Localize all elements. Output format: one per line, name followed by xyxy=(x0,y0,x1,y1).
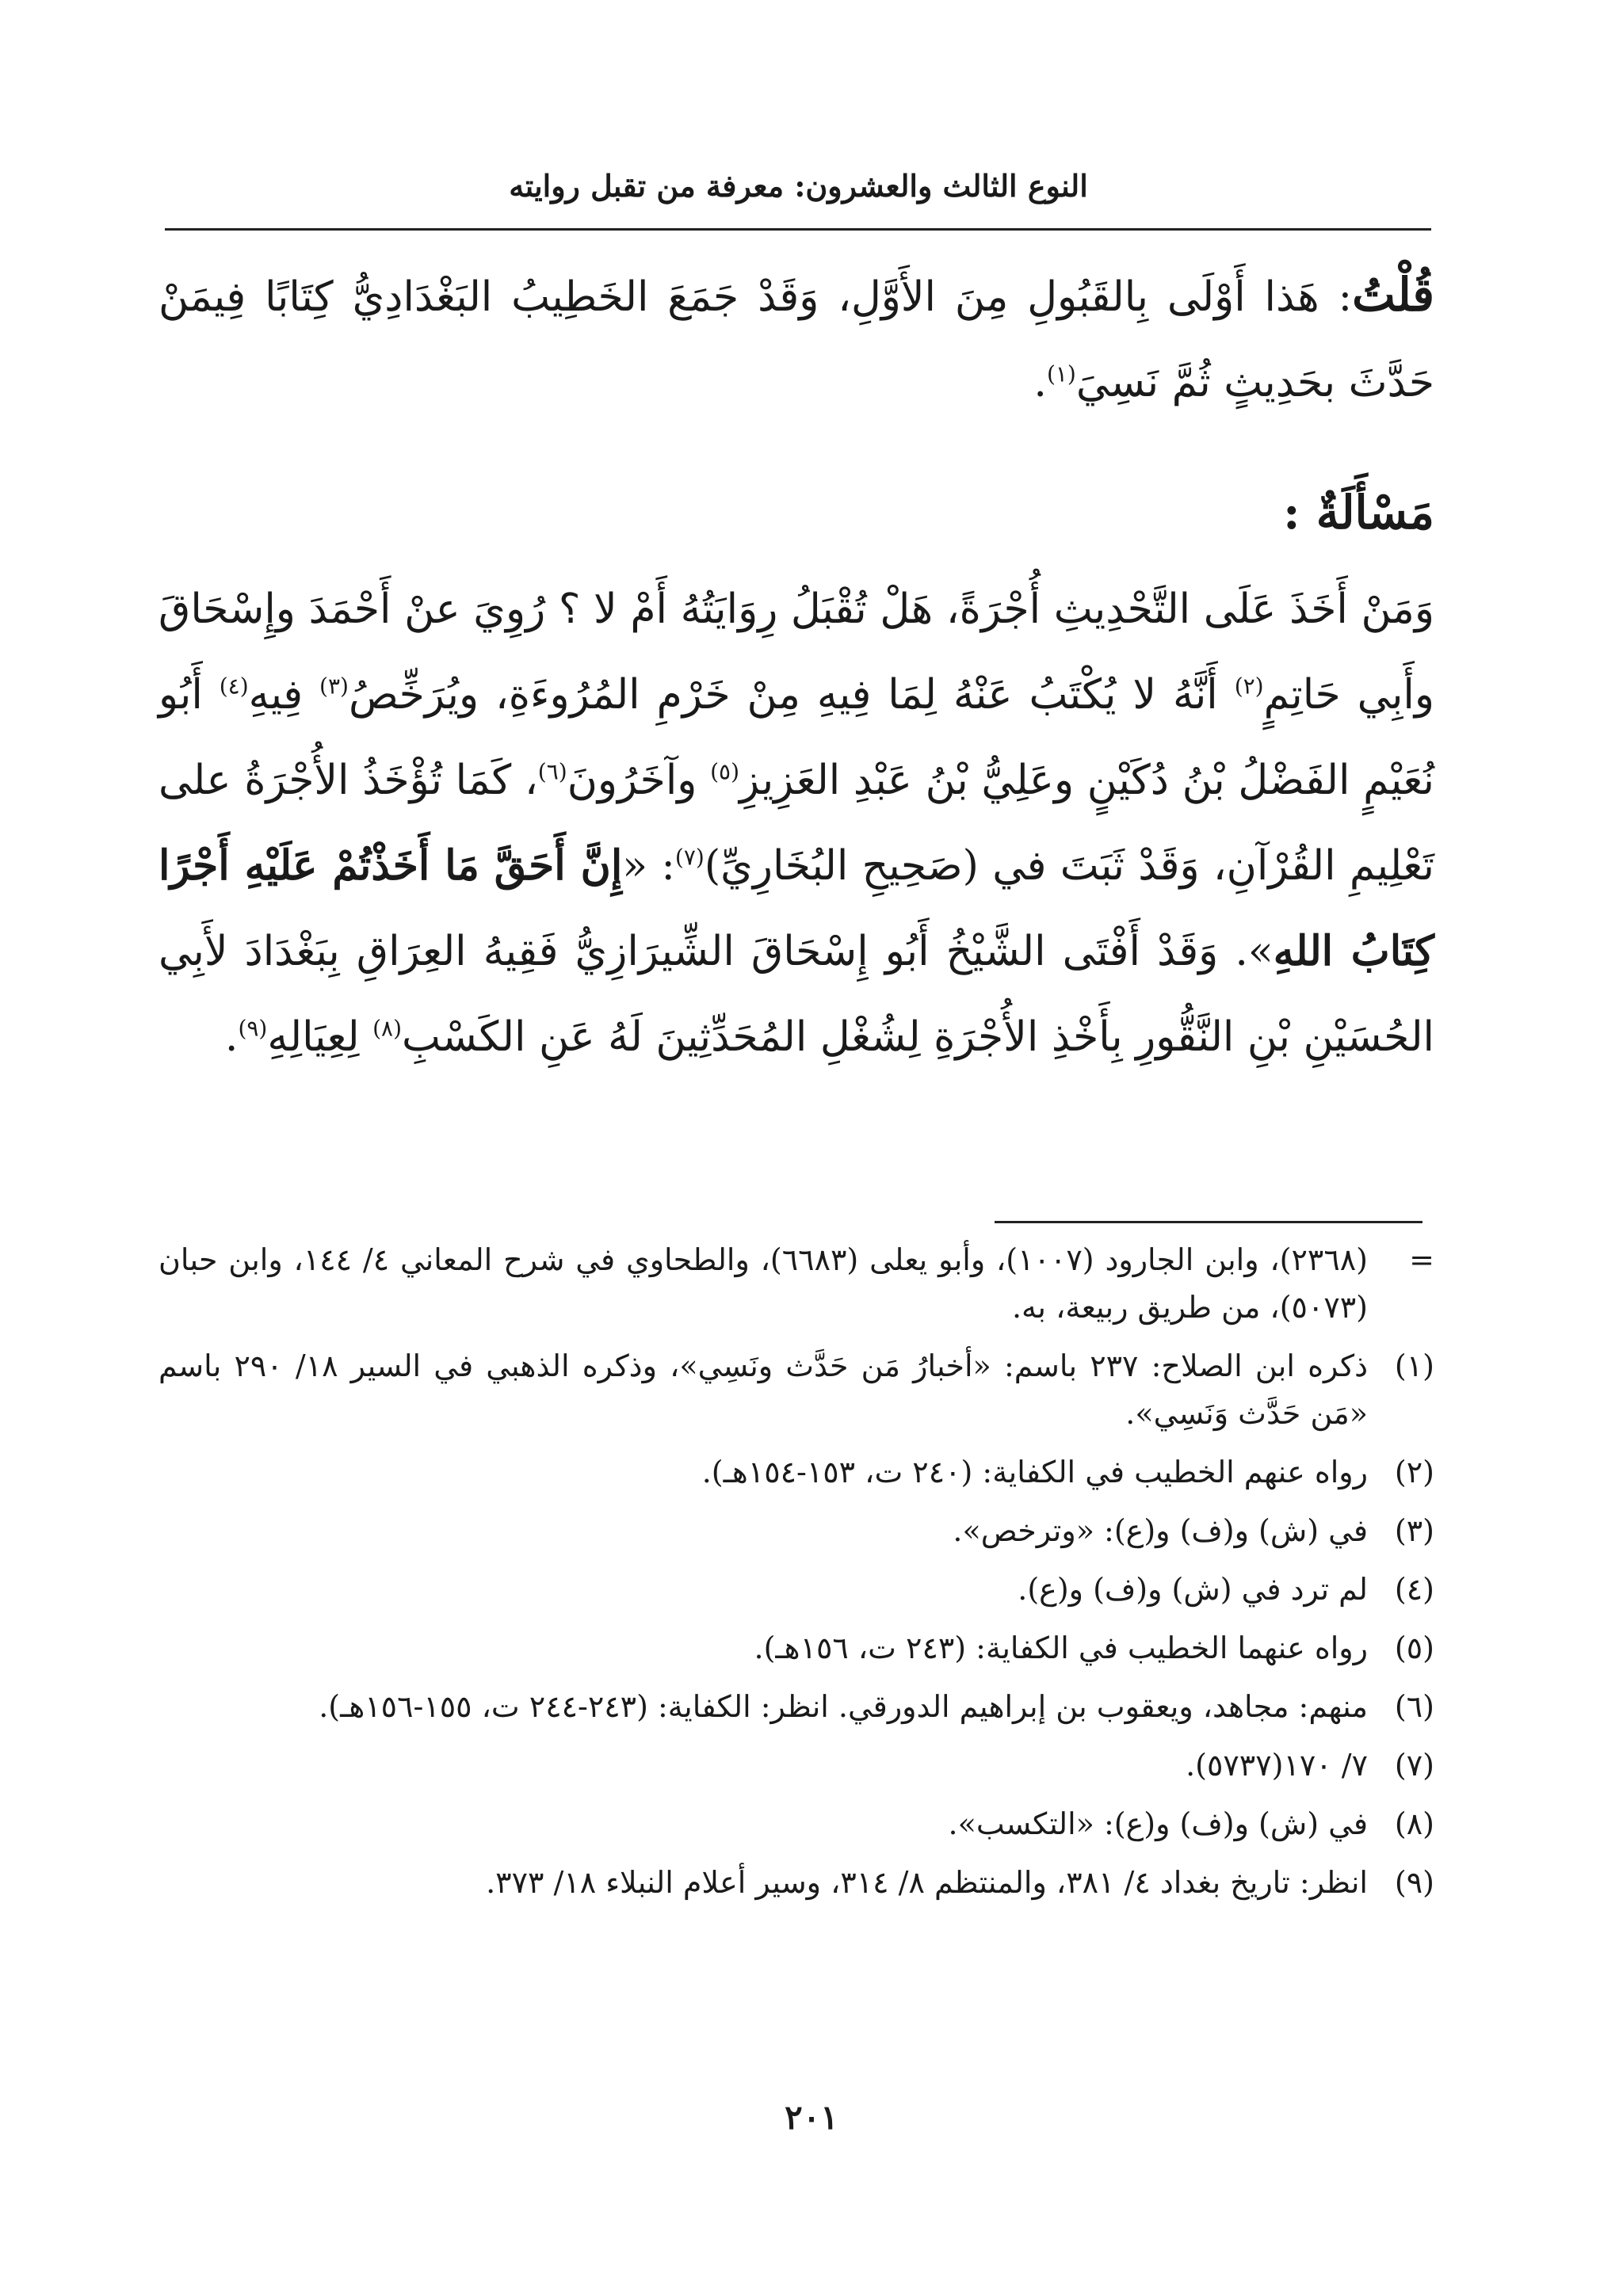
footnote-ref[interactable]: (٨) xyxy=(372,1015,402,1042)
footnote-item xyxy=(158,1448,1434,1496)
paragraph-masala xyxy=(158,566,1434,1080)
footnote-item xyxy=(158,1683,1434,1730)
footnote-text: منهم: مجاهد، ويعقوب بن إبراهيم الدورقي. انظر: الكفاية: (٢٤٣-٢٤٤ ت، ١٥٥-١٥٦هـ). xyxy=(319,1689,1368,1724)
footnote-text: في (ش) و(ف) و(ع): «وترخص». xyxy=(953,1513,1368,1548)
footnote-text: رواه عنهم الخطيب في الكفاية: (٢٤٠ ت، ١٥٣-١٥٤هـ). xyxy=(701,1455,1368,1489)
page-number: ٢٠١ xyxy=(785,2098,838,2137)
paragraph-end: . xyxy=(224,1013,239,1061)
paragraph-end: . xyxy=(1033,359,1047,406)
footnote-marker: (٧) xyxy=(1394,1748,1434,1783)
footnote-marker: (٩) xyxy=(1394,1865,1434,1900)
paragraph-qultu xyxy=(158,252,1434,425)
paragraph-text: وآخَرُونَ xyxy=(567,757,711,804)
footnote-text: في (ش) و(ف) و(ع): «التكسب». xyxy=(948,1806,1368,1841)
footnote-ref[interactable]: (٣) xyxy=(319,673,349,700)
qultu-label: قُلْتُ xyxy=(1352,268,1434,322)
footnote-ref[interactable]: (٦) xyxy=(537,758,567,785)
paragraph-text: أَبُو نُعَيْمٍ الفَضْلُ بْنُ دُكَيْنٍ وعَلِيُّ بْنُ عَبْدِ العَزِيزِ xyxy=(158,671,1435,804)
footnote-marker: (٨) xyxy=(1394,1806,1434,1841)
paragraph-text: فِيهِ xyxy=(248,671,320,719)
paragraph-text: : هَذا أَوْلَى بِالقَبُولِ مِنَ الأَوَّلِ، وَقَدْ جَمَعَ الخَطِيبُ البَغْدَادِيُّ كِتَابًا فِيمَنْ حَدَّثَ بحَدِيثٍ ثُمَّ نَسِيَ xyxy=(158,273,1434,406)
footnote-marker: (٤) xyxy=(1394,1572,1434,1607)
footnote-item xyxy=(158,1566,1434,1613)
footnote-ref[interactable]: (٥) xyxy=(710,758,739,785)
footnote-item xyxy=(158,1236,1434,1331)
footnote-item xyxy=(158,1624,1434,1672)
running-title: النوع الثالث والعشرون: معرفة من تقبل روايته xyxy=(509,168,1088,204)
footnote-ref[interactable]: (٧) xyxy=(674,844,705,871)
footnote-item xyxy=(158,1859,1434,1906)
footnote-item xyxy=(158,1800,1434,1848)
footnote-marker: (٥) xyxy=(1394,1630,1434,1665)
main-text xyxy=(158,252,1434,1080)
footnote-marker: (٢) xyxy=(1394,1455,1434,1489)
footnote-text: انظر: تاريخ بغداد ٤/ ٣٨١، والمنتظم ٨/ ٣١٤، وسير أعلام النبلاء ١٨/ ٣٧٣. xyxy=(486,1865,1368,1900)
paragraph-text: ، كَمَا تُؤْخَذُ الأُجْرَةُ على تَعْلِيمِ القُرْآنِ، وَقَدْ ثَبَتَ في (صَحِيحِ البُخَارِيِّ) xyxy=(158,757,1434,890)
footnote-ref[interactable]: (٢) xyxy=(1234,673,1264,700)
footnote-text: لم ترد في (ش) و(ف) و(ع). xyxy=(1018,1572,1368,1607)
paragraph-text: : « xyxy=(622,842,675,890)
hadith-quote: إِنَّ أَحَقَّ مَا أَخَذْتُمْ عَلَيْهِ أَجْرًا كِتَابُ اللهِ xyxy=(158,841,1434,975)
footnote-marker: (٣) xyxy=(1394,1513,1434,1548)
header-rule xyxy=(165,228,1431,231)
footnote-ref[interactable]: (٤) xyxy=(219,673,249,700)
footnote-item xyxy=(158,1741,1434,1789)
footnote-item xyxy=(158,1507,1434,1554)
footnote-text: (٢٣٦٨)، وابن الجارود (١٠٠٧)، وأبو يعلى (٦٦٨٣)، والطحاوي في شرح المعاني ٤/ ١٤٤، وابن حبان (٥٠٧٣)، من طريق ربيعة، به. xyxy=(158,1242,1368,1325)
footnote-ref[interactable]: (٩) xyxy=(238,1015,268,1042)
footnote-rule xyxy=(995,1221,1423,1223)
section-title: مَسْأَلَةٌ : xyxy=(1283,486,1434,540)
footnote-marker: = xyxy=(1409,1242,1434,1277)
footnote-ref[interactable]: (١) xyxy=(1046,360,1076,387)
paragraph-text: وَمَنْ أَخَذَ عَلَى التَّحْدِيثِ أُجْرَةً، هَلْ تُقْبَلُ رِوَايَتُهُ أَمْ لا ؟ رُوِيَ عنْ أَحْمَدَ وإِسْحَاقَ وأَبِي حَاتِمٍ xyxy=(158,585,1434,719)
footnote-item xyxy=(158,1342,1434,1437)
paragraph-text: أَنَّهُ لا يُكْتَبُ عَنْهُ لِمَا فِيهِ مِنْ خَرْمِ المُرُوءَةِ، ويُرَخِّصُ xyxy=(348,671,1235,719)
footnote-text: رواه عنهما الخطيب في الكفاية: (٢٤٣ ت، ١٥٦هـ). xyxy=(754,1630,1368,1665)
footnote-marker: (١) xyxy=(1394,1348,1434,1383)
footnote-marker: (٦) xyxy=(1394,1689,1434,1724)
footnote-text: ذكره ابن الصلاح: ٢٣٧ باسم: «أخبارُ مَن حَدَّث ونَسِي»، وذكره الذهبي في السير ١٨/ ٢٩٠ باسم «مَن حَدَّث وَنَسِي». xyxy=(158,1348,1368,1431)
footnotes xyxy=(158,1236,1434,1917)
footnote-text: ٧/ ١٧٠(٥٧٣٧). xyxy=(1186,1748,1368,1783)
paragraph-text: لِعِيَالِهِ xyxy=(267,1013,373,1061)
paragraph-text: ». وَقَدْ أَفْتَى الشَّيْخُ أَبُو إِسْحَاقَ الشِّيرَازِيُّ فَقِيهُ العِرَاقِ بِبَغْدَادَ لأَبِي الحُسَيْنِ بْنِ النَّقُّورِ بِأَخْذِ الأُجْرَةِ لِشُغْلِ المُحَدِّثِينَ لَهُ عَنِ الكَسْبِ xyxy=(158,928,1434,1061)
